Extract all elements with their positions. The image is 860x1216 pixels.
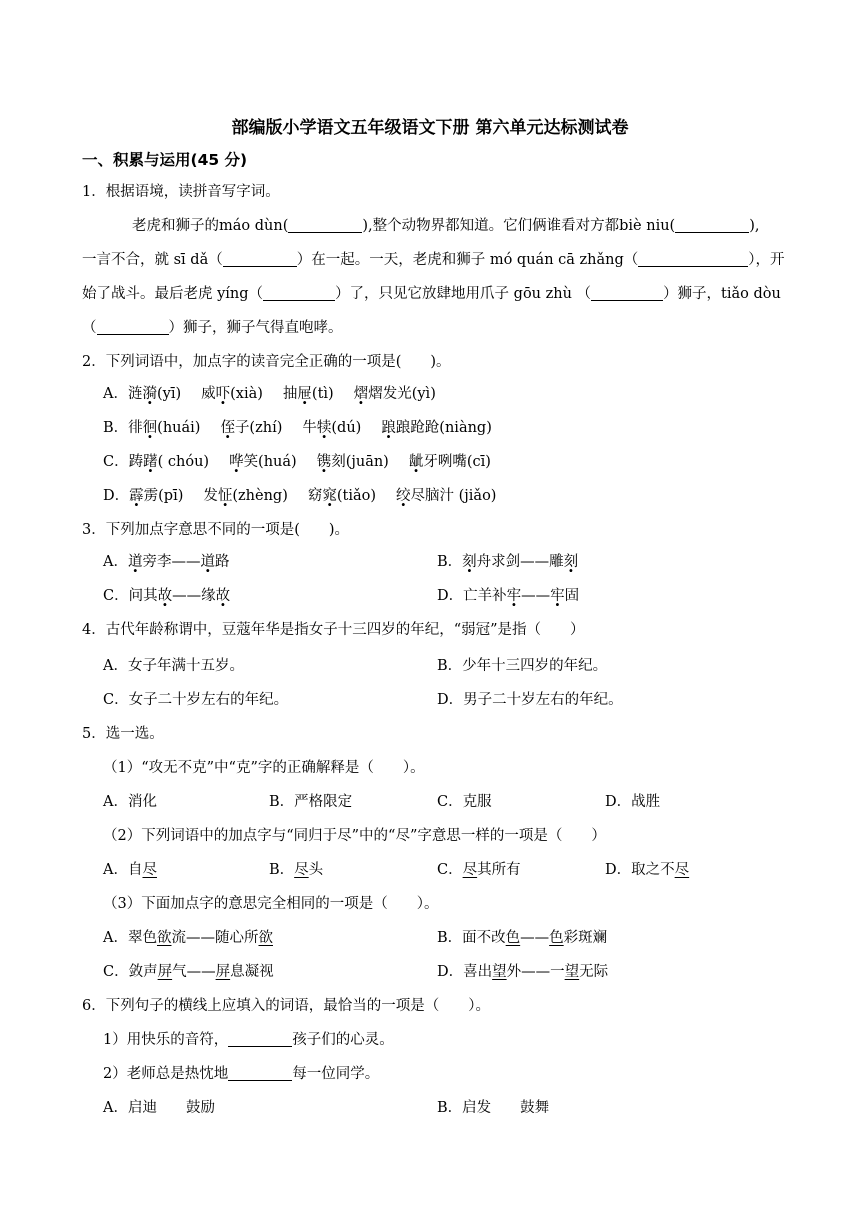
answer-blank[interactable] [675, 217, 749, 233]
q5-stem: 5．选一选。 [82, 726, 164, 742]
answer-blank[interactable] [223, 251, 297, 267]
q2-option-c[interactable]: C．踌躇( chóu) 哗笑(huá) 镌刻(juān) 龇牙咧嘴(cī) [103, 454, 491, 470]
q5-sub1-option-b[interactable]: B．严格限定 [269, 794, 353, 810]
answer-blank[interactable] [638, 251, 748, 267]
q5-sub1-option-c[interactable]: C．克服 [437, 794, 492, 810]
q5-sub3-option-c[interactable]: C．敛声屏气——屏息凝视 [103, 964, 274, 980]
q3-stem: 3．下列加点字意思不同的一项是( )。 [82, 522, 350, 538]
q4-option-c[interactable]: C．女子二十岁左右的年纪。 [103, 692, 289, 708]
q3-option-d[interactable]: D．亡羊补牢——牢固 [437, 588, 580, 604]
q5-sub2-option-c[interactable]: C．尽其所有 [437, 862, 521, 878]
q5-sub1-option-d[interactable]: D．战胜 [605, 794, 661, 810]
q5-sub3-option-d[interactable]: D．喜出望外——一望无际 [437, 964, 609, 980]
q2-option-b[interactable]: B．徘徊(huái) 侄子(zhí) 牛犊(dú) 踉踉跄跄(niàng) [103, 420, 492, 436]
q5-sub2-option-d[interactable]: D．取之不尽 [605, 862, 690, 878]
answer-blank[interactable] [591, 285, 663, 301]
q6-sentence-2: 2）老师总是热忱地 每一位同学。 [103, 1066, 380, 1082]
q5-sub3-option-b[interactable]: B．面不改色——色彩斑斓 [437, 930, 608, 946]
q1-paragraph-line-1: 老虎和狮子的máo dùn( ),整个动物界都知道。它们俩谁看对方都biè niu( ), [132, 218, 760, 234]
answer-blank[interactable] [228, 1031, 292, 1047]
q5-sub1-stem: （1）“攻无不克”中“克”字的正确解释是（ ）。 [103, 760, 425, 776]
q5-sub3-option-a[interactable]: A．翠色欲流——随心所欲 [103, 930, 273, 946]
q4-option-d[interactable]: D．男子二十岁左右的年纪。 [437, 692, 623, 708]
q6-stem: 6．下列句子的横线上应填入的词语，最恰当的一项是（ ）。 [82, 998, 490, 1014]
section-heading: 一、积累与运用(45 分) [82, 151, 248, 169]
q5-sub2-option-b[interactable]: B．尽头 [269, 862, 324, 878]
answer-blank[interactable] [263, 285, 335, 301]
q5-sub1-option-a[interactable]: A．消化 [103, 794, 157, 810]
q4-option-a[interactable]: A．女子年满十五岁。 [103, 658, 244, 674]
q4-option-b[interactable]: B．少年十三四岁的年纪。 [437, 658, 608, 674]
q3-option-c[interactable]: C．问其故——缘故 [103, 588, 231, 604]
answer-blank[interactable] [97, 319, 169, 335]
q1-paragraph-line-4: （ ）狮子，狮子气得直咆哮。 [82, 320, 343, 336]
q6-option-b[interactable]: B．启发 鼓舞 [437, 1100, 550, 1116]
answer-blank[interactable] [228, 1065, 292, 1081]
q2-option-a[interactable]: A．涟漪(yī) 威吓(xià) 抽屉(tì) 熠熠发光(yì) [103, 386, 436, 402]
q1-paragraph-line-2: 一言不合，就 sī dǎ（ ）在一起。一天，老虎和狮子 mó quán cā zhǎng（ ），开 [82, 252, 785, 268]
q4-stem: 4．古代年龄称谓中，豆蔻年华是指女子十三四岁的年纪，“弱冠”是指（ ） [82, 622, 585, 638]
q2-option-d[interactable]: D．霹雳(pī) 发怔(zhèng) 窈窕(tiǎo) 绞尽脑汁 (jiǎo) [103, 488, 497, 504]
q2-stem: 2．下列词语中，加点字的读音完全正确的一项是( )。 [82, 354, 451, 370]
q3-option-b[interactable]: B．刻舟求剑——雕刻 [437, 554, 579, 570]
q5-sub3-stem: （3）下面加点字的意思完全相同的一项是（ ）。 [103, 896, 439, 912]
q5-sub2-stem: （2）下列词语中的加点字与“同归于尽”中的“尽”字意思一样的一项是（ ） [103, 828, 606, 844]
q3-option-a[interactable]: A．道旁李——道路 [103, 554, 230, 570]
q1-paragraph-line-3: 始了战斗。最后老虎 yíng（ ）了，只见它放肆地用爪子 gōu zhù （ ）狮子，tiǎo dòu [82, 286, 781, 302]
q5-sub2-option-a[interactable]: A．自尽 [103, 862, 157, 878]
q1-stem: 1．根据语境，读拼音写字词。 [82, 184, 280, 200]
answer-blank[interactable] [288, 217, 362, 233]
page-title: 部编版小学语文五年级语文下册 第六单元达标测试卷 [231, 118, 629, 138]
q6-sentence-1: 1）用快乐的音符， 孩子们的心灵。 [103, 1032, 394, 1048]
q6-option-a[interactable]: A．启迪 鼓励 [103, 1100, 215, 1116]
